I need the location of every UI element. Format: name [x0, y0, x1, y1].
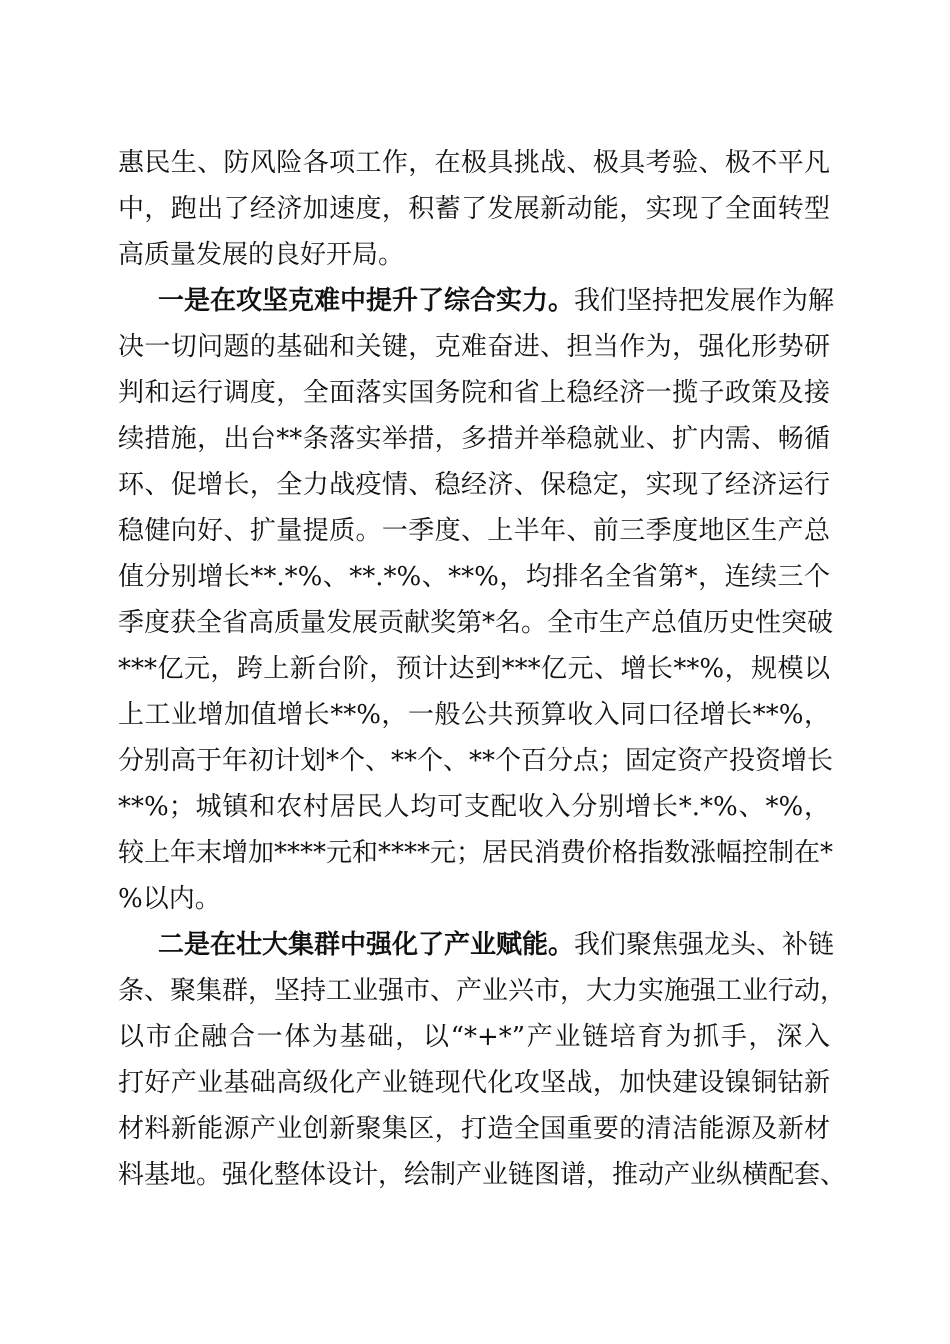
- paragraph-2-line-12: 较上年末增加****元和****元；居民消费价格指数涨幅控制在*: [118, 838, 834, 868]
- paragraph-2-line-6: 值分别增长**.*%、**.*%、**%，均排名全省第*，连续三个: [118, 562, 830, 592]
- paragraph-2-line-10: 分别高于年初计划*个、**个、**个百分点；固定资产投资增长: [118, 746, 834, 776]
- paragraph-2-first-line: [158, 281, 835, 321]
- paragraph-3-line-2: 以市企融合一体为基础，以“*+*”产业链培育为抓手，深入: [118, 1022, 830, 1052]
- paragraph-2-line-13: %以内。: [118, 884, 221, 914]
- paragraph-2-line-11: **%；城镇和农村居民人均可支配收入分别增长*.*%、*%，: [118, 792, 830, 822]
- paragraph-3-line-5: 料基地。强化整体设计，绘制产业链图谱，推动产业纵横配套、: [118, 1160, 847, 1190]
- paragraph-2-line-9: 上工业增加值增长**%，一般公共预算收入同口径增长**%，: [118, 700, 830, 730]
- paragraph-2-line-2: 判和运行调度，全面落实国务院和省上稳经济一揽子政策及接: [118, 378, 830, 408]
- paragraph-2-lead: 一是在攻坚克难中提升了综合实力。: [158, 286, 575, 316]
- paragraph-2-first-rest: 我们坚持把发展作为解: [574, 286, 835, 316]
- paragraph-1-line-2: 中，跑出了经济加速度，积蓄了发展新动能，实现了全面转型: [118, 194, 830, 224]
- paragraph-3-lead: 二是在壮大集群中强化了产业赋能。: [158, 930, 575, 960]
- paragraph-1-line-3: 高质量发展的良好开局。: [118, 240, 405, 270]
- paragraph-2-line-5: 稳健向好、扩量提质。一季度、上半年、前三季度地区生产总: [118, 516, 830, 546]
- paragraph-3-line-4: 材料新能源产业创新聚集区，打造全国重要的清洁能源及新材: [118, 1114, 830, 1144]
- paragraph-2-line-8: ***亿元，跨上新台阶，预计达到***亿元、增长**%，规模以: [118, 654, 830, 684]
- paragraph-2-line-4: 环、促增长，全力战疫情、稳经济、保稳定，实现了经济运行: [118, 470, 830, 500]
- paragraph-2-line-1: 决一切问题的基础和关键，克难奋进、担当作为，强化形势研: [118, 332, 830, 362]
- paragraph-3-first-line: [158, 925, 835, 965]
- paragraph-2-line-7: 季度获全省高质量发展贡献奖第*名。全市生产总值历史性突破: [118, 608, 834, 638]
- paragraph-3-line-3: 打好产业基础高级化产业链现代化攻坚战，加快建设镍铜钴新: [118, 1068, 830, 1098]
- paragraph-3-line-1: 条、聚集群，坚持工业强市、产业兴市，大力实施强工业行动，: [118, 976, 847, 1006]
- paragraph-2-line-3: 续措施，出台**条落实举措，多措并举稳就业、扩内需、畅循: [118, 424, 830, 454]
- paragraph-3-first-rest: 我们聚焦强龙头、补链: [574, 930, 835, 960]
- paragraph-1-line-1: 惠民生、防风险各项工作，在极具挑战、极具考验、极不平凡: [118, 148, 830, 178]
